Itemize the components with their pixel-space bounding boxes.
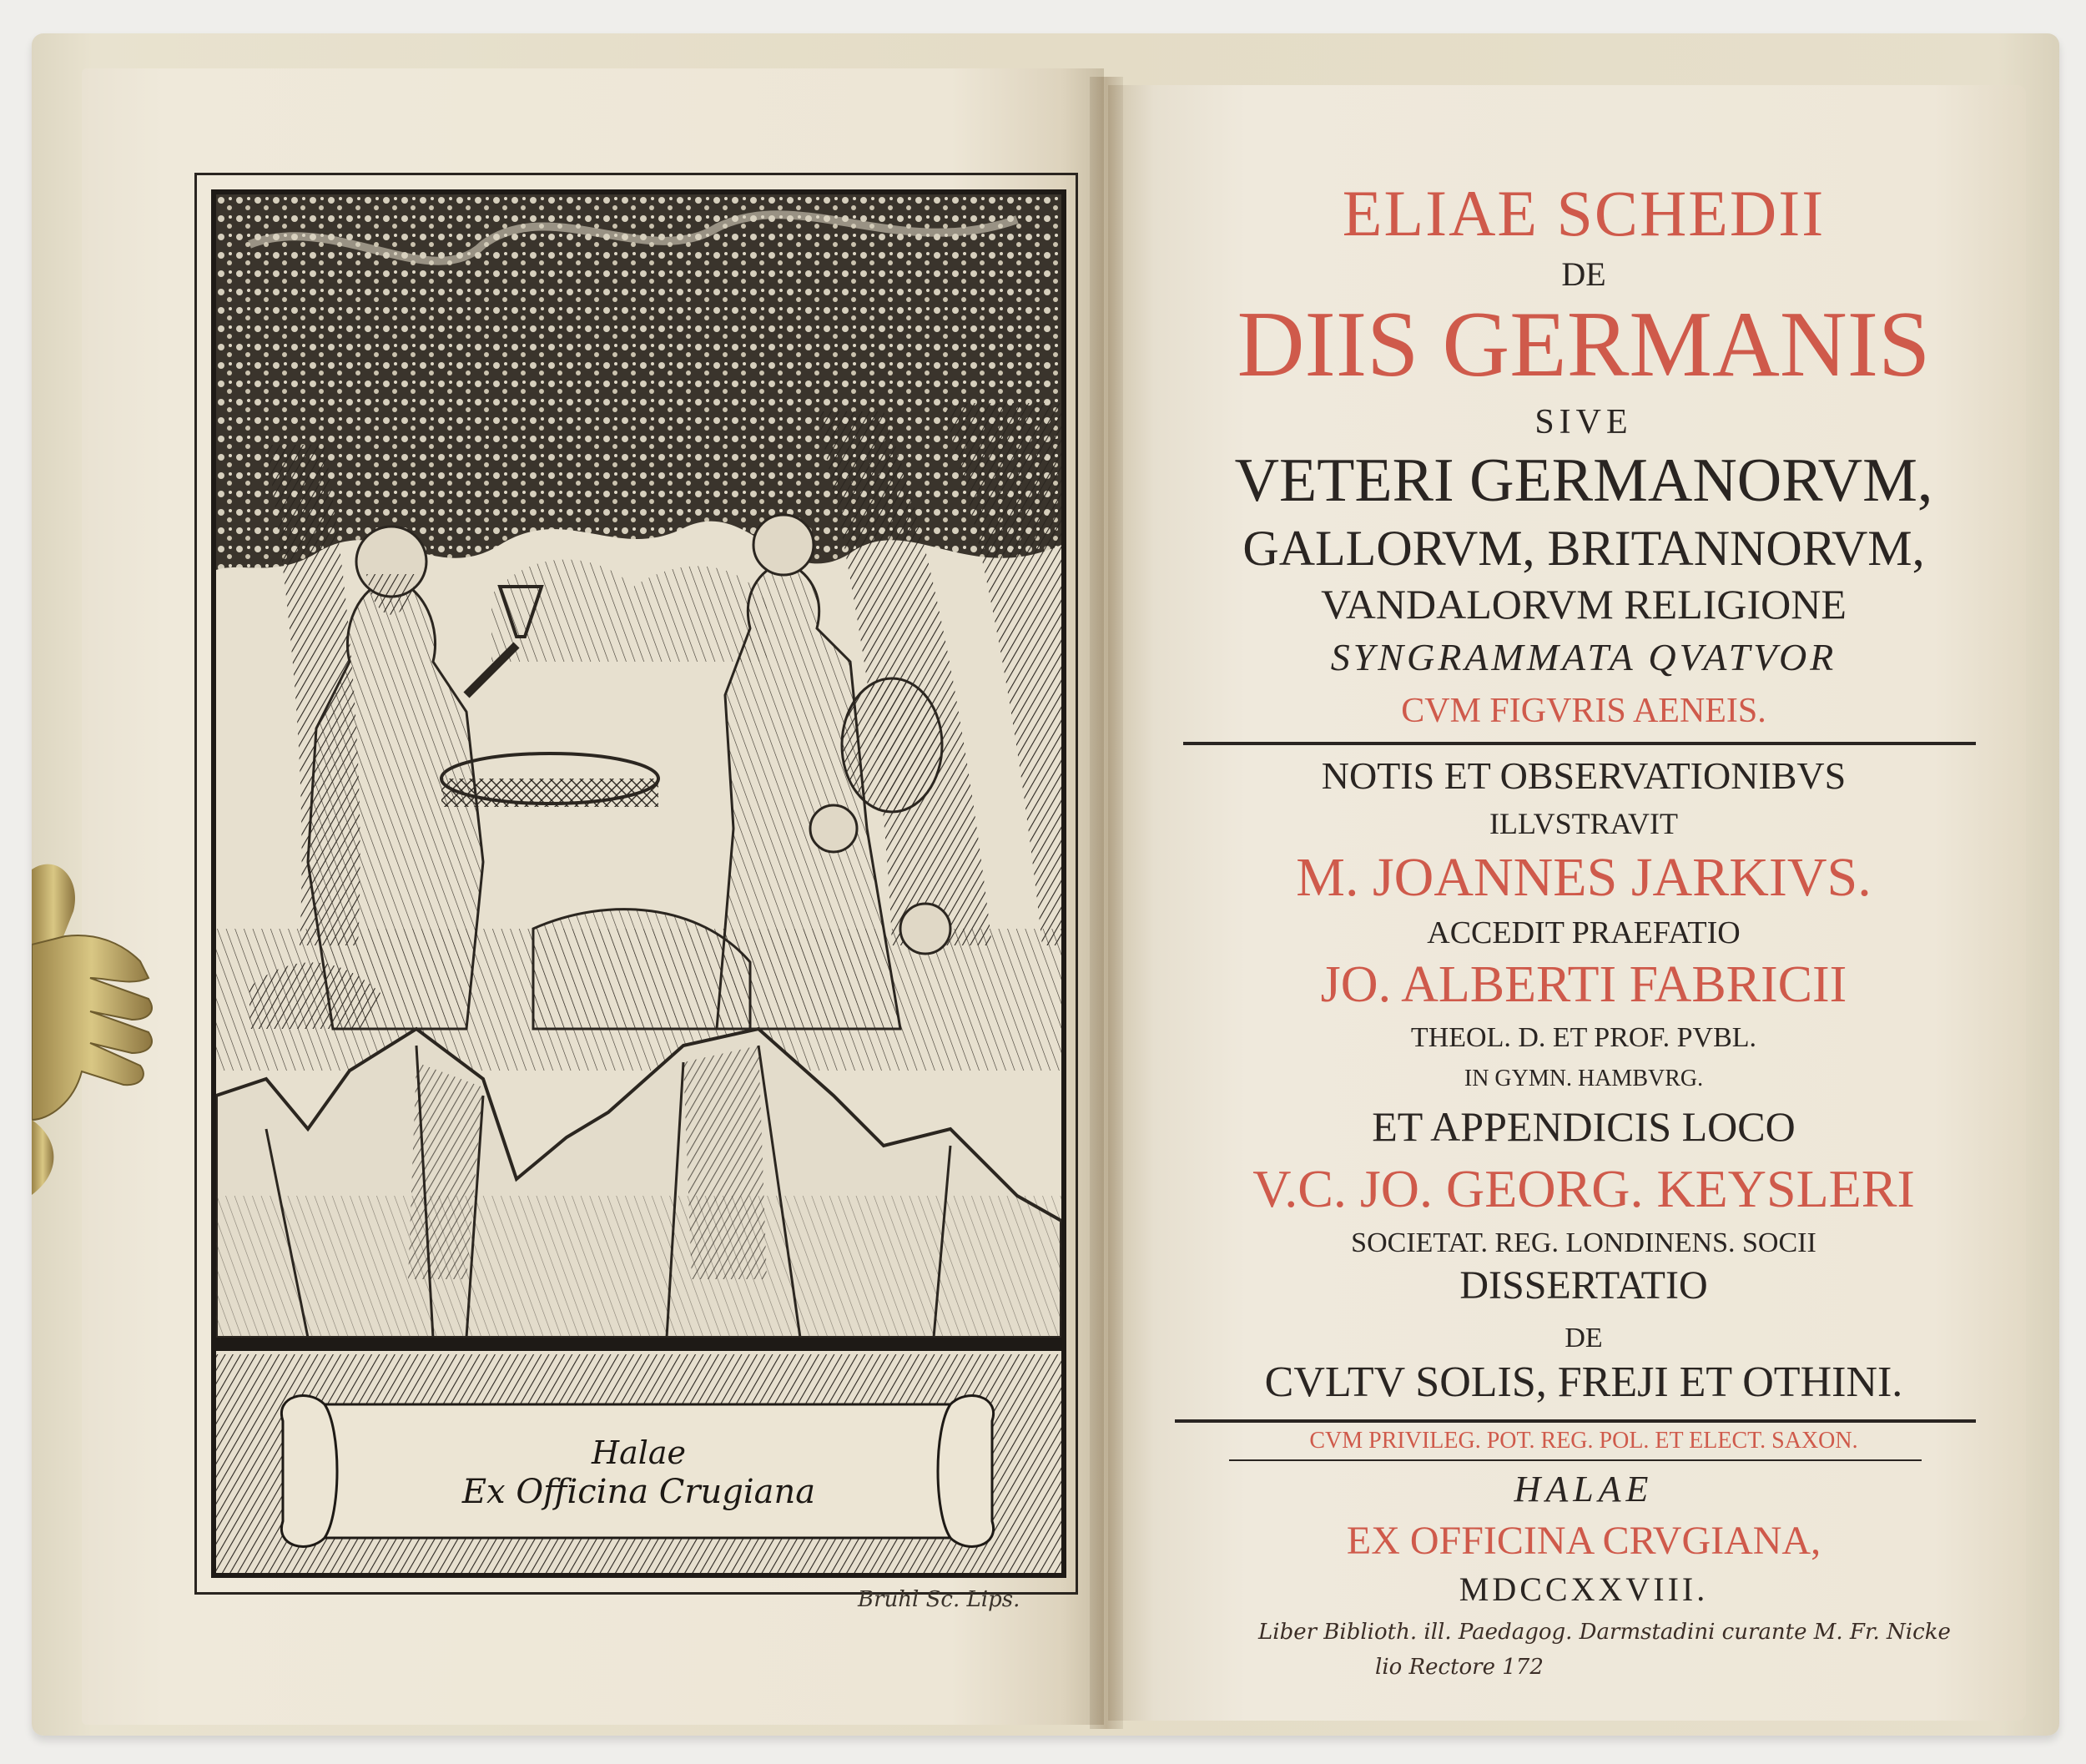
keysler-line: V.C. JO. GEORG. KEYSLERI xyxy=(1252,1159,1915,1218)
printer-line: EX OFFICINA CRVGIANA, xyxy=(1346,1519,1821,1563)
figuris-line: CVM FIGVRIS AENEIS. xyxy=(1401,692,1766,730)
subtitle-line1: VETERI GERMANORVM, xyxy=(1234,446,1933,515)
gymn-line: IN GYMN. HAMBVRG. xyxy=(1464,1066,1704,1091)
privilege-line: CVM PRIVILEG. POT. REG. POL. ET ELECT. SAXON. xyxy=(1309,1428,1858,1454)
engraver-signature: Bruhl Sc. Lips. xyxy=(858,1587,1020,1612)
syngrammata-line: SYNGRAMMATA QVATVOR xyxy=(1330,636,1837,678)
author-line: ELIAE SCHEDII xyxy=(1342,177,1826,249)
rule-2 xyxy=(1175,1419,1976,1423)
place-line: HALAE xyxy=(1514,1469,1654,1509)
accedit-line: ACCEDIT PRAEFATIO xyxy=(1427,915,1741,950)
subtitle-line2: GALLORVM, BRITANNORVM, xyxy=(1242,521,1925,576)
appendicis-line: ET APPENDICIS LOCO xyxy=(1372,1103,1796,1150)
engraving-illustration xyxy=(216,194,1061,1573)
engraving-scroll-line2: Ex Officina Crugiana xyxy=(461,1473,816,1511)
engraving-scroll-line1: Halae xyxy=(591,1434,687,1471)
cultu-line: CVLTV SOLIS, FREJI ET OTHINI. xyxy=(1264,1358,1903,1406)
date-line: MDCCXXVIII. xyxy=(1459,1570,1709,1608)
main-title: DIIS GERMANIS xyxy=(1237,293,1931,396)
de-line: DE xyxy=(1561,255,1606,293)
fabricius-line: JO. ALBERTI FABRICII xyxy=(1320,956,1847,1013)
ownership-inscription-line1: Liber Biblioth. ill. Paedagog. Darmstadini curante M. Fr. Nicke xyxy=(1258,1620,1951,1645)
rule-1 xyxy=(1183,742,1976,745)
rule-3 xyxy=(1229,1459,1922,1461)
notis-line: NOTIS ET OBSERVATIONIBVS xyxy=(1321,754,1847,797)
subtitle-line3: VANDALORVM RELIGIONE xyxy=(1321,581,1847,627)
frontispiece-engraving xyxy=(211,189,1066,1578)
illustravit-line: ILLVSTRAVIT xyxy=(1489,807,1679,840)
theol-line: THEOL. D. ET PROF. PVBL. xyxy=(1410,1022,1757,1053)
editor-line: M. JOANNES JARKIVS. xyxy=(1296,847,1872,908)
dissertatio-line: DISSERTATIO xyxy=(1459,1263,1708,1308)
brass-hand-weight xyxy=(32,853,165,1203)
de-line-2: DE xyxy=(1564,1323,1603,1353)
open-book xyxy=(32,18,2061,1737)
ownership-inscription-line2: lio Rectore 172 xyxy=(1375,1655,1544,1680)
societat-line: SOCIETAT. REG. LONDINENS. SOCII xyxy=(1351,1227,1816,1258)
gutter xyxy=(1090,77,1123,1729)
sive-line: SIVE xyxy=(1534,403,1633,441)
